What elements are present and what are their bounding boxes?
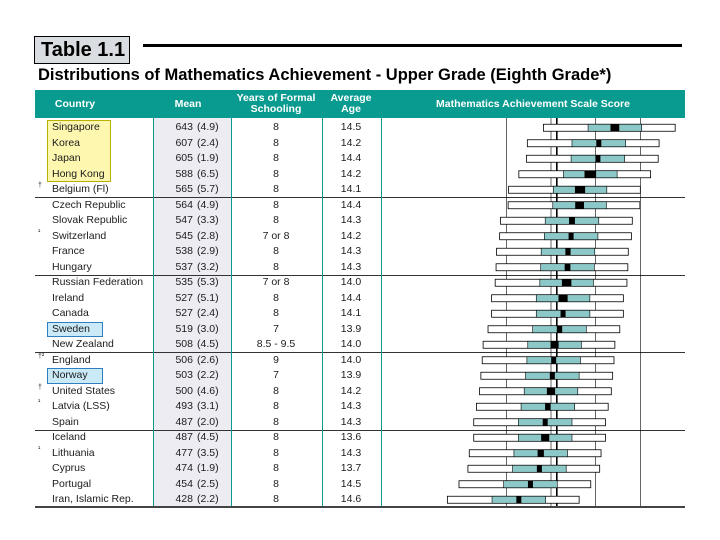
mean-confidence-marker xyxy=(547,388,555,395)
country-name: United States xyxy=(52,384,116,397)
years-of-schooling: 8 xyxy=(273,214,279,226)
years-of-schooling: 8 xyxy=(273,384,279,397)
average-age: 14.4 xyxy=(340,198,362,211)
mean-value: 487 xyxy=(175,415,193,428)
mean-confidence-marker xyxy=(541,434,549,441)
mean-confidence-marker xyxy=(538,450,544,457)
mean-value: 564 xyxy=(175,198,193,211)
mean-confidence-marker xyxy=(610,124,619,131)
country-name: Japan xyxy=(52,152,81,164)
mean-value: 538 xyxy=(175,245,193,257)
mean-value: 537 xyxy=(175,260,193,273)
column-divider xyxy=(231,90,232,506)
average-age: 13.9 xyxy=(340,369,362,381)
standard-error: (6.5) xyxy=(197,167,219,180)
footnote-marker: † xyxy=(38,383,42,391)
average-age: 14.0 xyxy=(340,276,362,288)
country-name: Iran, Islamic Rep. xyxy=(52,493,134,505)
average-age: 13.7 xyxy=(340,462,362,474)
mean-confidence-marker xyxy=(551,357,556,364)
average-age: 14.2 xyxy=(340,136,362,149)
country-name: Switzerland xyxy=(52,229,107,242)
standard-error: (4.5) xyxy=(197,431,219,443)
standard-error: (4.6) xyxy=(197,384,219,397)
mean-confidence-marker xyxy=(551,341,559,348)
standard-error: (5.3) xyxy=(197,276,219,288)
country-name: England xyxy=(52,353,91,366)
mean-confidence-marker xyxy=(575,186,585,193)
years-of-schooling: 8 xyxy=(273,446,279,459)
average-age: 14.1 xyxy=(340,307,362,319)
column-divider xyxy=(322,90,323,506)
mean-value: 503 xyxy=(175,369,193,381)
mean-confidence-marker xyxy=(543,419,548,426)
table-bottom-rule xyxy=(35,506,685,508)
mean-confidence-marker xyxy=(516,496,521,503)
standard-error: (3.5) xyxy=(197,446,219,459)
mean-value: 474 xyxy=(175,462,193,474)
years-of-schooling: 8.5 - 9.5 xyxy=(256,338,296,350)
country-name: Ireland xyxy=(52,291,85,304)
years-of-schooling: 8 xyxy=(273,493,279,505)
average-age: 14.5 xyxy=(340,477,362,490)
average-age: 13.9 xyxy=(340,322,362,335)
average-age: 14.3 xyxy=(340,260,362,273)
average-age: 14.3 xyxy=(340,446,362,459)
mean-confidence-marker xyxy=(528,481,533,488)
country-name: Lithuania xyxy=(52,446,95,459)
mean-confidence-marker xyxy=(559,295,568,302)
mean-confidence-marker xyxy=(569,233,574,240)
standard-error: (4.5) xyxy=(197,338,219,350)
title-rule xyxy=(143,44,682,47)
standard-error: (2.2) xyxy=(197,369,219,381)
mean-confidence-marker xyxy=(537,465,542,472)
mean-value: 506 xyxy=(175,353,193,366)
mean-value: 535 xyxy=(175,276,193,288)
mean-value: 607 xyxy=(175,136,193,149)
footnote-marker: † xyxy=(38,182,42,189)
table-number-badge: Table 1.1 xyxy=(34,36,130,64)
mean-value: 588 xyxy=(175,167,193,180)
table-header xyxy=(35,90,685,118)
standard-error: (1.9) xyxy=(197,152,219,164)
scale-header: Mathematics Achievement Scale Score xyxy=(436,97,630,110)
mean-confidence-marker xyxy=(557,326,562,333)
mean-value: 565 xyxy=(175,183,193,195)
standard-error: (2.8) xyxy=(197,229,219,242)
mean-confidence-marker xyxy=(561,310,566,317)
years-of-schooling: 7 or 8 xyxy=(262,276,290,288)
country-name: Hong Kong xyxy=(52,167,105,180)
years-of-schooling: 8 xyxy=(273,291,279,304)
standard-error: (2.2) xyxy=(197,493,219,505)
average-age: 14.0 xyxy=(340,353,362,366)
standard-error: (2.0) xyxy=(197,415,219,428)
years-of-schooling: 8 xyxy=(273,198,279,211)
country-header: Country xyxy=(54,97,96,110)
achievement-table xyxy=(35,90,685,506)
years-of-schooling: 8 xyxy=(273,415,279,428)
years-of-schooling: 8 xyxy=(273,183,279,195)
page-title: Distributions of Mathematics Achievement - Upper Grade (Eighth Grade*) xyxy=(38,66,612,84)
footnote-marker: ¹ xyxy=(38,445,41,453)
standard-error: (4.9) xyxy=(197,198,219,211)
average-age: 14.3 xyxy=(340,415,362,428)
country-name: Sweden xyxy=(52,322,90,335)
country-name: Iceland xyxy=(52,431,86,443)
years-of-schooling: 8 xyxy=(273,136,279,149)
country-name: Latvia (LSS) xyxy=(52,400,110,412)
country-name: Portugal xyxy=(52,477,92,490)
country-name: Czech Republic xyxy=(52,198,126,211)
mean-value: 500 xyxy=(175,384,193,397)
mean-value: 605 xyxy=(175,152,193,164)
average-age: 14.0 xyxy=(340,338,362,350)
country-name: Canada xyxy=(52,307,89,319)
country-name: Hungary xyxy=(52,260,92,273)
years-of-schooling: 8 xyxy=(273,121,279,133)
column-divider xyxy=(381,90,382,506)
average-age: 14.1 xyxy=(340,183,362,195)
country-name: Singapore xyxy=(52,121,100,133)
mean-confidence-marker xyxy=(565,264,571,271)
years-of-schooling: 8 xyxy=(273,431,279,443)
average-age: 14.2 xyxy=(340,384,362,397)
mean-confidence-marker xyxy=(585,171,597,178)
mean-confidence-marker xyxy=(562,279,571,286)
years-of-schooling: 8 xyxy=(273,307,279,319)
mean-header: Mean xyxy=(174,97,202,110)
standard-error: (1.9) xyxy=(197,462,219,474)
standard-error: (2.9) xyxy=(197,245,219,257)
standard-error: (3.2) xyxy=(197,260,219,273)
years-of-schooling: 8 xyxy=(273,167,279,180)
mean-confidence-marker xyxy=(569,217,575,224)
years-of-schooling: 8 xyxy=(273,462,279,474)
mean-value: 477 xyxy=(175,446,193,459)
mean-value: 527 xyxy=(175,307,193,319)
mean-value: 519 xyxy=(175,322,193,335)
mean-value: 545 xyxy=(175,229,193,242)
mean-value: 643 xyxy=(175,121,193,133)
footnote-marker: †² xyxy=(38,352,45,360)
age-header: Average Age xyxy=(330,92,372,115)
average-age: 13.6 xyxy=(340,431,362,443)
years-of-schooling: 8 xyxy=(273,245,279,257)
years-of-schooling: 8 xyxy=(273,152,279,164)
country-name: New Zealand xyxy=(52,338,114,350)
years-of-schooling: 7 xyxy=(273,369,279,381)
years-of-schooling: 7 or 8 xyxy=(262,229,290,242)
mean-confidence-marker xyxy=(565,248,570,255)
average-age: 14.6 xyxy=(340,493,362,505)
footnote-marker: ¹ xyxy=(38,399,41,406)
country-name: Spain xyxy=(52,415,79,428)
years-of-schooling: 8 xyxy=(273,477,279,490)
years-header: Years of Formal Schooling xyxy=(236,92,316,115)
standard-error: (3.0) xyxy=(197,322,219,335)
average-age: 14.3 xyxy=(340,214,362,226)
mean-value: 428 xyxy=(175,493,193,505)
standard-error: (2.4) xyxy=(197,136,219,149)
average-age: 14.4 xyxy=(340,291,362,304)
standard-error: (2.6) xyxy=(197,353,219,366)
mean-confidence-marker xyxy=(596,140,601,147)
average-age: 14.5 xyxy=(340,121,362,133)
standard-error: (3.3) xyxy=(197,214,219,226)
mean-confidence-marker xyxy=(575,202,584,209)
country-name: Norway xyxy=(52,369,88,381)
standard-error: (3.1) xyxy=(197,400,219,412)
mean-value: 493 xyxy=(175,400,193,412)
mean-value: 508 xyxy=(175,338,193,350)
standard-error: (5.7) xyxy=(197,183,219,195)
standard-error: (2.4) xyxy=(197,307,219,319)
average-age: 14.3 xyxy=(340,400,362,412)
mean-value: 527 xyxy=(175,291,193,304)
country-name: Belgium (Fl) xyxy=(52,183,109,195)
mean-confidence-marker xyxy=(595,155,600,162)
achievement-distribution-plot xyxy=(417,118,685,506)
years-of-schooling: 9 xyxy=(273,353,279,366)
footnote-marker: ¹ xyxy=(38,228,41,236)
country-name: Korea xyxy=(52,136,81,149)
country-name: Russian Federation xyxy=(52,276,144,288)
column-divider xyxy=(153,90,154,506)
mean-confidence-marker xyxy=(550,372,555,379)
years-of-schooling: 8 xyxy=(273,260,279,273)
standard-error: (4.9) xyxy=(197,121,219,133)
years-of-schooling: 8 xyxy=(273,400,279,412)
average-age: 14.3 xyxy=(340,245,362,257)
standard-error: (5.1) xyxy=(197,291,219,304)
average-age: 14.2 xyxy=(340,167,362,180)
country-name: Cyprus xyxy=(52,462,86,474)
mean-value: 547 xyxy=(175,214,193,226)
mean-value: 487 xyxy=(175,431,193,443)
years-of-schooling: 7 xyxy=(273,322,279,335)
mean-confidence-marker xyxy=(545,403,551,410)
average-age: 14.2 xyxy=(340,229,362,242)
mean-value: 454 xyxy=(175,477,193,490)
country-name: Slovak Republic xyxy=(52,214,128,226)
standard-error: (2.5) xyxy=(197,477,219,490)
country-name: France xyxy=(52,245,85,257)
average-age: 14.4 xyxy=(340,152,362,164)
